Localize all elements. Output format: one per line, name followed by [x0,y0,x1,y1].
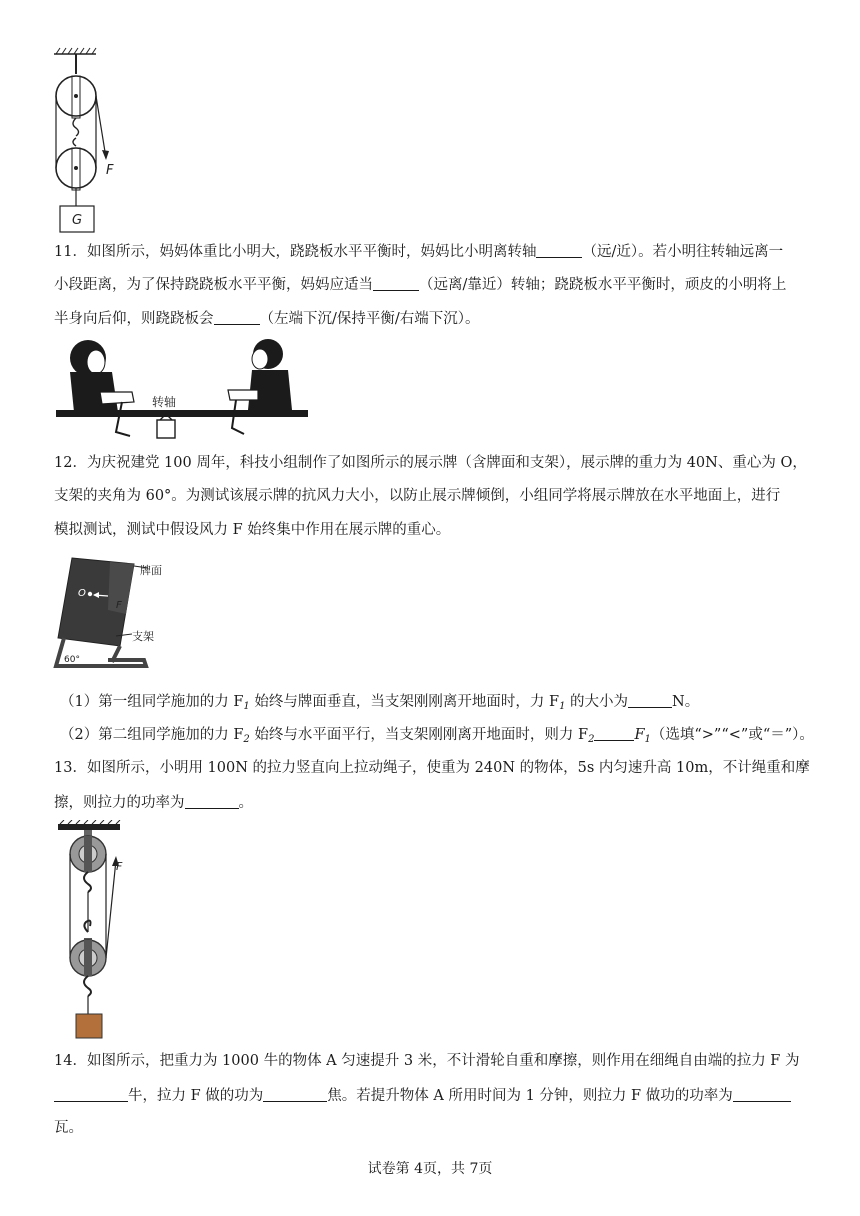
question-12-part1: （1）第一组同学施加的力 $F_1$ 始终与牌面垂直，当支架刚刚离开地面时，力 $F_1$ 的大小为 N。 [60,694,700,712]
display-board-figure [50,554,170,674]
answer-blank[interactable] [373,276,419,291]
q14-line3: 瓦。 [54,1120,83,1136]
seesaw-figure [52,332,314,444]
answer-blank[interactable] [54,1087,128,1102]
label-G: G [72,213,83,228]
label-wind-F: F [116,600,122,611]
answer-blank[interactable] [628,693,672,708]
q11-line3b: （左端下沉/保持平衡/右端下沉）。 [259,311,480,327]
answer-blank[interactable] [594,726,634,741]
q12-line1: 12．为庆祝建党 100 周年，科技小组制作了如图所示的展示牌（含牌面和支架），展示牌的重力为 40N、重心为 O， [54,455,807,471]
label-O: O [78,588,86,599]
answer-blank[interactable] [536,243,582,258]
answer-blank[interactable] [733,1087,791,1102]
label-F: F [106,163,114,178]
q11-line1b: （远/近）。若小明往转轴远离一 [582,244,784,260]
q11-line3a: 半身向后仰，则跷跷板会 [54,311,214,327]
q11-line2a: 小段距离，为了保持跷跷板水平平衡，妈妈应适当 [54,277,373,293]
q11-line2b: （远离/靠近）转轴；跷跷板水平平衡时，顽皮的小明将上 [419,277,787,293]
label-stand: 支架 [132,630,154,643]
question-12-part2: （2）第二组同学施加的力 $F_2$ 始终与水平面平行，当支架刚刚离开地面时，则力 $F_2$ $F_1$（选填“>”“<”或“＝”）。 [60,727,814,745]
label-angle: 60° [64,655,80,665]
q11-line1a: 11．如图所示，妈妈体重比小明大，跷跷板水平平衡时，妈妈比小明离转轴 [54,244,537,260]
q13-line1: 13．如图所示，小明用 100N 的拉力竖直向上拉动绳子，使重为 240N 的物体，5s 内匀速升高 10m，不计绳重和摩 [54,760,810,776]
q14-line1: 14．如图所示，把重力为 1000 牛的物体 A 匀速提升 3 米，不计滑轮自重和摩擦，则作用在细绳自由端的拉力 F 为 [54,1053,800,1069]
answer-blank[interactable] [214,310,260,325]
q12-line2: 支架的夹角为 60°。为测试该展示牌的抗风力大小，以防止展示牌倾倒，小组同学将展示牌放在水平地面上，进行 [54,488,781,504]
label-F: F [116,860,123,873]
answer-blank[interactable] [185,794,239,809]
page-footer: 试卷第 4页，共 7页 [367,1161,493,1177]
q12-line3: 模拟测试，测试中假设风力 F 始终集中作用在展示牌的重心。 [54,522,451,538]
answer-blank[interactable] [263,1087,327,1102]
pulley-figure-top [50,46,130,236]
pulley-figure-bottom [54,820,134,1042]
pivot-label: 转轴 [152,395,177,409]
label-board-face: 牌面 [140,564,162,577]
